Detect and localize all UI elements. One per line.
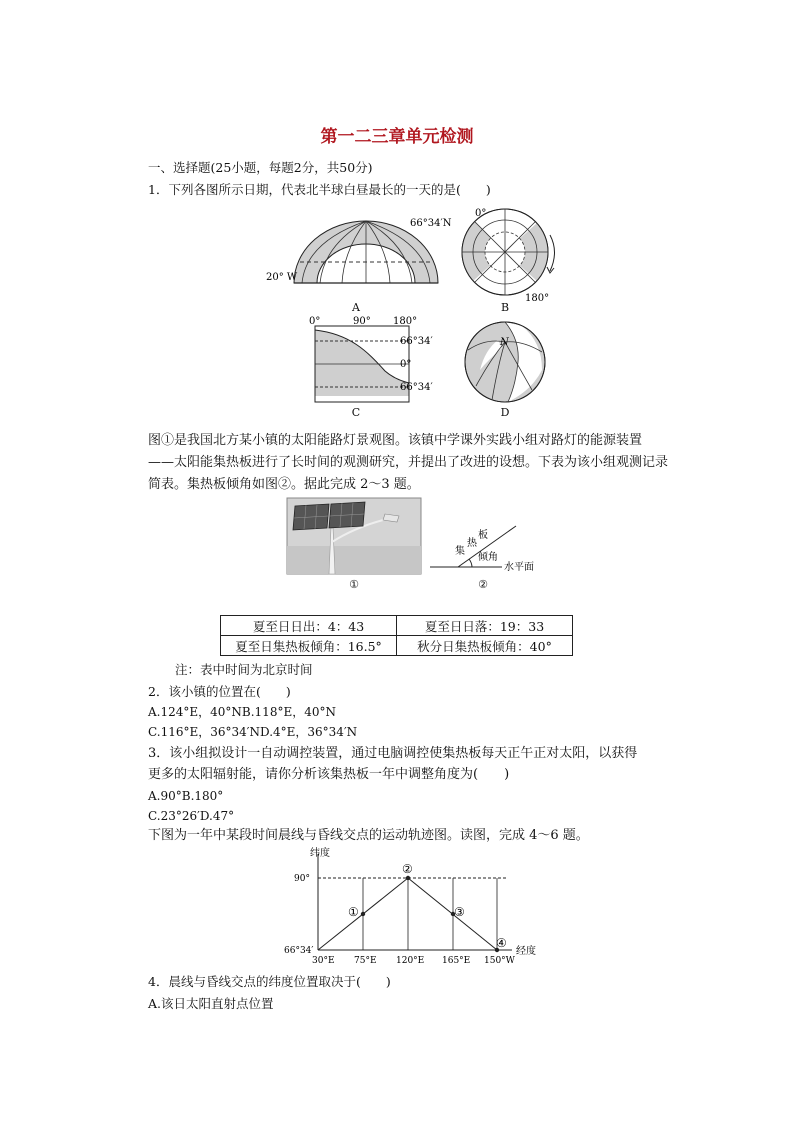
figure-c-rect-map bbox=[305, 316, 435, 406]
chart-x-label: 经度 bbox=[516, 946, 536, 957]
intro-line-1: 图①是我国北方某小镇的太阳能路灯景观图。该镇中学课外实践小组对路灯的能源装置 bbox=[148, 433, 643, 448]
figure-b-top-label: 0° bbox=[475, 208, 487, 219]
figure-a-caption: A bbox=[352, 301, 360, 314]
question-3-options-2: C.23°26′D.47° bbox=[148, 809, 235, 823]
photo-caption-1: ① bbox=[349, 578, 359, 591]
question-2-options-1: A.124°E，40°NB.118°E，40°N bbox=[148, 705, 336, 719]
table-note: 注：表中时间为北京时间 bbox=[175, 662, 313, 677]
intro-line-2: ——太阳能集热板进行了长时间的观测研究，并提出了改进的设想。下表为该小组观测记录 bbox=[148, 455, 669, 470]
figure-c-lat-mid: 0° bbox=[400, 359, 412, 370]
intro-4-6: 下图为一年中某段时间晨线与昏线交点的运动轨迹图。读图，完成 4～6 题。 bbox=[148, 828, 589, 843]
chart-point-label: ③ bbox=[454, 905, 465, 919]
intro-line-3: 简表。集热板倾角如图②。据此完成 2～3 题。 bbox=[148, 477, 420, 492]
plate-label-1: 板 bbox=[478, 530, 488, 541]
question-1-stem: 1．下列各图所示日期，代表北半球白昼最长的一天的是( ) bbox=[148, 182, 491, 197]
chart-x-tick: 120°E bbox=[396, 956, 425, 966]
angle-label: 倾角 bbox=[478, 552, 498, 563]
plate-label-3: 集 bbox=[455, 546, 465, 557]
figure-d-caption: D bbox=[500, 406, 510, 419]
plate-angle-diagram bbox=[428, 522, 578, 574]
figure-b-polar-view bbox=[455, 205, 565, 303]
figure-c-caption: C bbox=[351, 406, 361, 419]
question-4-option-a: A.该日太阳直射点位置 bbox=[148, 996, 274, 1011]
figure-b-bottom-label: 180° bbox=[525, 293, 550, 304]
table-cell: 秋分日集热板倾角：40° bbox=[397, 636, 573, 656]
figure-d-globe bbox=[460, 320, 560, 406]
table-cell: 夏至日集热板倾角：16.5° bbox=[221, 636, 397, 656]
question-4-stem: 4．晨线与昏线交点的纬度位置取决于( ) bbox=[148, 974, 391, 989]
figure-c-lon-180: 180° bbox=[393, 316, 418, 327]
chart-point-label: ① bbox=[348, 905, 359, 919]
figure-a-hemisphere bbox=[262, 210, 452, 310]
chart-y-tick-bottom: 66°34′ bbox=[284, 946, 314, 956]
table-row bbox=[221, 636, 573, 656]
figure-c-lat-top: 66°34′ bbox=[400, 336, 433, 347]
chart-x-tick: 150°W bbox=[484, 956, 515, 966]
chart-x-tick: 165°E bbox=[442, 956, 471, 966]
table-row bbox=[221, 616, 573, 636]
chart-y-tick-top: 90° bbox=[294, 874, 310, 884]
figure-b-caption: B bbox=[500, 301, 510, 314]
observation-table bbox=[220, 615, 573, 656]
figure-c-lon-90: 90° bbox=[353, 316, 371, 327]
figure-c-lon-0: 0° bbox=[309, 316, 321, 327]
question-3-stem-2: 更多的太阳辐射能，请你分析该集热板一年中调整角度为( ) bbox=[148, 767, 510, 782]
chart-point-label: ④ bbox=[496, 936, 507, 950]
chart-point-label: ② bbox=[402, 862, 413, 876]
terminator-intersection-track-chart bbox=[280, 846, 550, 968]
figure-d-north-label: N bbox=[500, 337, 509, 348]
horizontal-label: 水平面 bbox=[504, 562, 534, 573]
figure-a-lat-label: 66°34′N bbox=[410, 218, 452, 229]
page-title: 第一二三章单元检测 bbox=[320, 127, 474, 147]
question-2-options-2: C.116°E，36°34′ND.4°E，36°34′N bbox=[148, 725, 358, 739]
solar-streetlight-photo bbox=[287, 498, 421, 578]
chart-x-tick: 30°E bbox=[312, 956, 335, 966]
table-cell: 夏至日日落：19：33 bbox=[397, 616, 573, 636]
plate-label-2: 热 bbox=[467, 538, 477, 549]
question-3-options-1: A.90°B.180° bbox=[148, 789, 224, 803]
figure-c-lat-bottom: 66°34′ bbox=[400, 382, 433, 393]
question-3-stem-1: 3．该小组拟设计一自动调控装置，通过电脑调控使集热板每天正午正对太阳，以获得 bbox=[148, 746, 638, 761]
question-2-stem: 2．该小镇的位置在( ) bbox=[148, 684, 291, 699]
chart-y-label: 纬度 bbox=[310, 848, 330, 859]
section-heading: 一、选择题(25小题，每题2分，共50分) bbox=[148, 160, 373, 175]
chart-x-tick: 75°E bbox=[354, 956, 377, 966]
figure-a-lon-label: 20° W bbox=[266, 272, 298, 283]
diagram-caption-2: ② bbox=[478, 578, 488, 591]
table-cell: 夏至日日出：4：43 bbox=[221, 616, 397, 636]
